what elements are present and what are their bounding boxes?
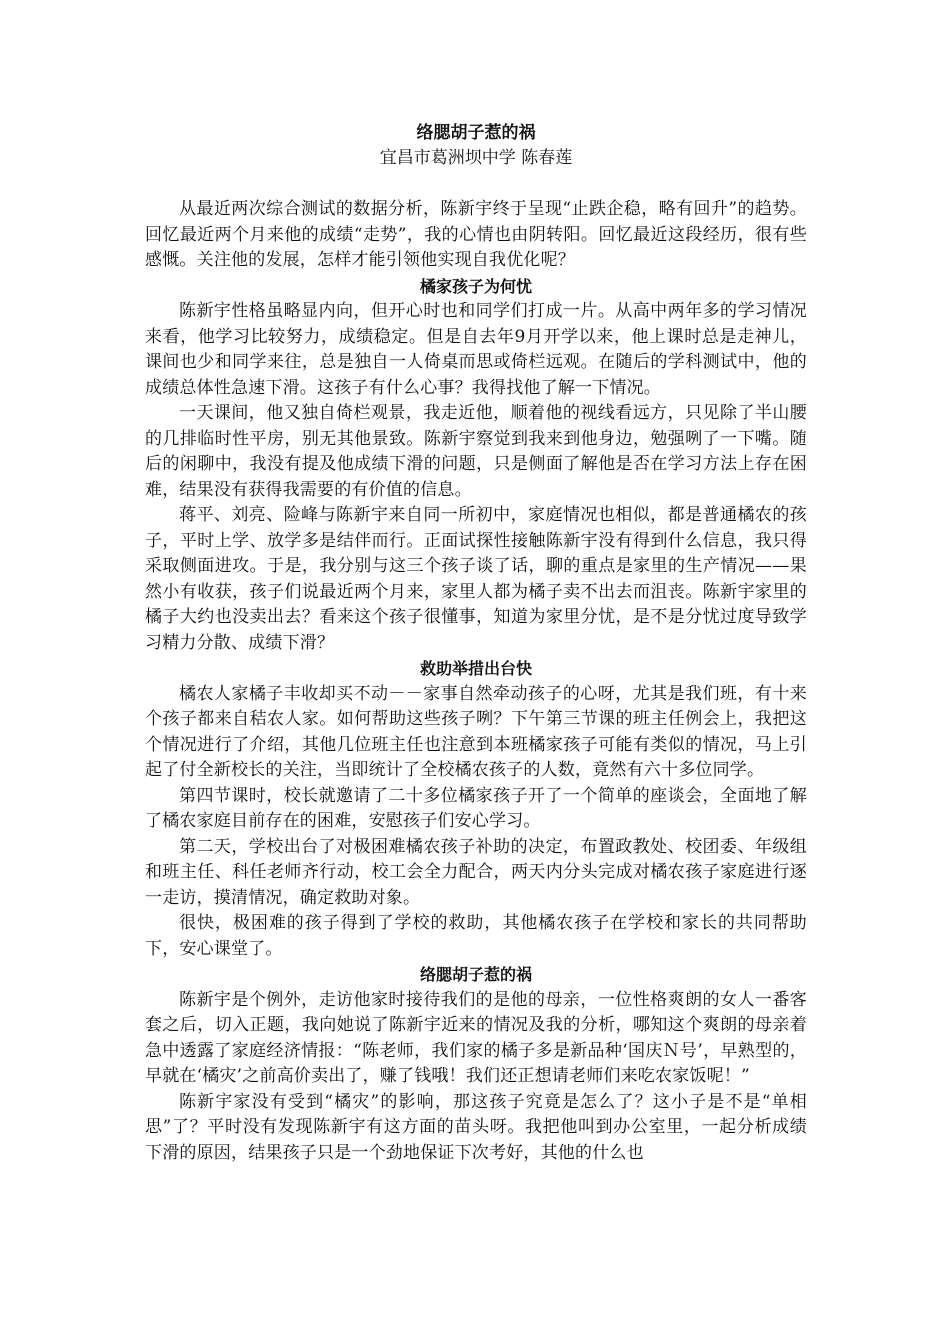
section-2-paragraph-4: 很快，极困难的孩子得到了学校的救助，其他橘农孩子在学校和家长的共同帮助下，安心课堂了。 [145, 913, 807, 959]
section-1-paragraph-3: 蒋平、刘亮、险峰与陈新宇来自同一所初中，家庭情况也相似，都是普通橘农的孩子，平时上学、放学多是结伴而行。正面试探性接触陈新宇没有得到什么信息，我只得采取侧面进攻。于是，我分别与这三个孩子谈了话，聊的重点是家里的生产情况——果然小有收获，孩子们说最近两个月来，家里人都为橘子卖不出去而沮丧。陈新宇家里的橘子大约也没卖出去？看来这个孩子很懂事，知道为家里分忧，是不是分忧过度导致学习精力分散、成绩下滑？ [145, 505, 807, 653]
section-1-paragraph-1: 陈新宇性格虽略显内向，但开心时也和同学们打成一片。从高中两年多的学习情况来看，他学习比较努力，成绩稳定。但是自去年9月开学以来，他上课时总是走神儿，课间也少和同学来往，总是独自一人倚桌而思或倚栏远观。在随后的学科测试中，他的成绩总体性急速下滑。这孩子有什么心事？我得找他了解一下情况。 [145, 301, 807, 398]
section-heading-3: 络腮胡子惹的祸 [419, 965, 532, 984]
document-title: 络腮胡子惹的祸 [416, 123, 536, 143]
section-2-paragraph-1: 橘农人家橘子丰收却买不动－－家事自然牵动孩子的心呀，尤其是我们班，有十来个孩子都来自秸农人家。如何帮助这些孩子咧？下午第三节课的班主任例会上，我把这个情况进行了介绍，其他几位班主任也注意到本班橘家孩子可能有类似的情况，马上引起了付全新校长的关注，当即统计了全校橘农孩子的人数，竟然有六十多位同学。 [145, 683, 807, 780]
section-3-paragraph-2: 陈新宇家没有受到“橘灾”的影响，那这孩子究竟是怎么了？这小子是不是“单相思”了？平时没有发现陈新宇有这方面的苗头呀。我把他叫到办公室里，一起分析成绩下滑的原因，结果孩子只是一个劲地保证下次考好，其他的什么也 [145, 1091, 807, 1163]
document-page [145, 121, 807, 1166]
section-2-paragraph-2: 第四节课时，校长就邀请了二十多位橘家孩子开了一个简单的座谈会，全面地了解了橘农家庭目前存在的困难，安慰孩子们安心学习。 [145, 785, 807, 831]
section-heading-2: 救助举措出台快 [419, 659, 532, 678]
section-2-paragraph-3: 第二天，学校出台了对极困难橘农孩子补助的决定，布置政教处、校团委、年级组和班主任、科任老师齐行动，校工会全力配合，两天内分头完成对橘农孩子家庭进行逐一走访，摸清情况，确定救助对象。 [145, 836, 807, 908]
intro-paragraph: 从最近两次综合测试的数据分析，陈新宇终于呈现“止跌企稳，略有回升”的趋势。回忆最近两个月来他的成绩“走势”，我的心情也由阴转阳。回忆最近这段经历，很有些感慨。关注他的发展，怎样才能引领他实现自我优化呢？ [145, 199, 807, 270]
section-3-paragraph-1: 陈新宇是个例外，走访他家时接待我们的是他的母亲，一位性格爽朗的女人一番客套之后，切入正题，我向她说了陈新宇近来的情况及我的分析，哪知这个爽朗的母亲着急中透露了家庭经济情报：“陈老师，我们家的橘子多是新品种‘国庆Ｎ号’，早熟型的，早就在‘橘灾’之前高价卖出了，赚了钱哦！我们还正想请老师们来吃农家饭呢！” [145, 989, 807, 1086]
section-heading-1: 橘家孩子为何忧 [419, 276, 532, 296]
document-author: 宜昌市葛洲坝中学 陈春莲 [379, 148, 573, 168]
section-1-paragraph-2: 一天课间，他又独自倚栏观景，我走近他，顺着他的视线看远方，只见除了半山腰的几排临时性平房，别无其他景致。陈新宇察觉到我来到他身边，勉强咧了一下嘴。随后的闲聊中，我没有提及他成绩下滑的问题，只是侧面了解他是否在学习方法上存在困难，结果没有获得我需要的有价值的信息。 [145, 403, 807, 500]
